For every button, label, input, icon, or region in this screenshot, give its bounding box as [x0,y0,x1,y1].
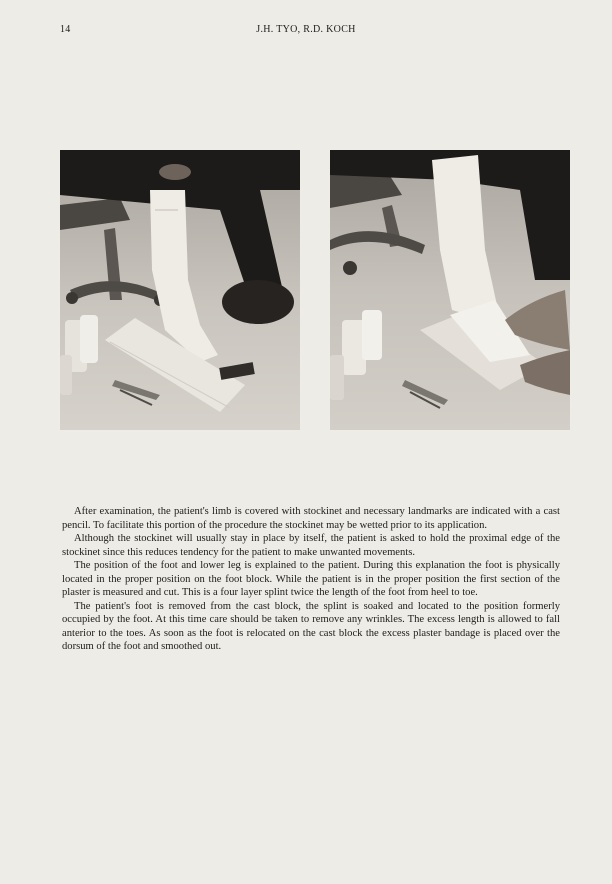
paragraph: The position of the foot and lower leg is explained to the patient. During this explanation the foot is physically located in the proper position on the foot block. While the patient is in the proper position the first section of the plaster is measured and cut. This is a four layer splint twice the length of the foot from heel to toe. [62,560,560,598]
running-head: J.H. TYO, R.D. KOCH [256,24,356,35]
paragraph: Although the stockinet will usually stay in place by itself, the patient is asked to hold the proximal edge of the stockinet since this reduces tendency for the patient to make unwanted movements. [62,533,560,558]
body-text [62,505,560,654]
photo-stockinet-leg [60,150,300,430]
paragraph: After examination, the patient's limb is covered with stockinet and necessary landmarks are indicated with a cast pencil. To facilitate this portion of the procedure the stockinet may be wetted prior to its application. [62,506,560,531]
photo-splint-application [330,150,570,430]
page-number: 14 [60,24,71,35]
paragraph: The patient's foot is removed from the cast block, the splint is soaked and located to the position formerly occupied by the foot. At this time care should be taken to remove any wrinkles. The excess length is allowed to fall anterior to the toes. As soon as the foot is relocated on the cast block the excess plaster bandage is placed over the dorsum of the foot and smoothed out. [62,600,560,652]
